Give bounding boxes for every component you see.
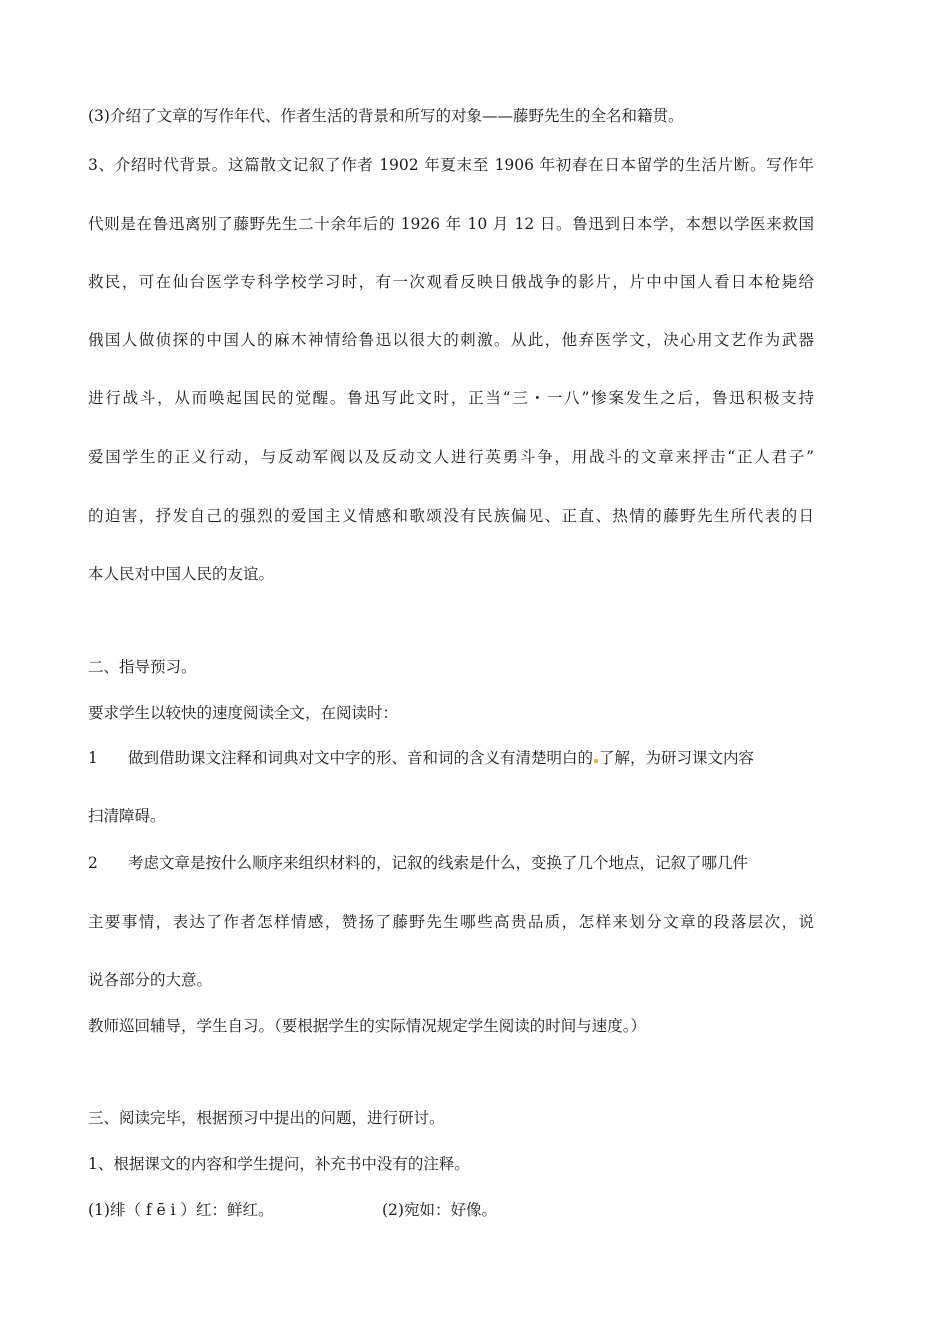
list-item-2-continued: 主要事情，表达了作者怎样情感，赞扬了藤野先生哪些高贵品质，怎样来划分文章的段落层次，说	[88, 913, 814, 931]
annotation-1: (1)绯（ f ē i ）红：鲜红。	[88, 1201, 274, 1219]
paragraph-background-line: 救民，可在仙台医学专科学校学习时，有一次观看反映日俄战争的影片，片中中国人看日本枪毙给	[88, 273, 814, 291]
section-item: 1、根据课文的内容和学生提问，补充书中没有的注释。	[88, 1155, 470, 1173]
paragraph-background-line: 3、介绍时代背景。这篇散文记叙了作者 1902 年夏末至 1906 年初春在日本留学的生活片断。写作年	[88, 156, 814, 174]
list-text: 考虑文章是按什么顺序来组织材料的，记叙的线索是什么，变换了几个地点，记叙了哪几件	[128, 854, 749, 872]
list-item-1-continued: 扫清障碍。	[88, 807, 166, 825]
section-heading: 三、阅读完毕，根据预习中提出的问题，进行研讨。	[88, 1109, 445, 1127]
teacher-note: 教师巡回辅导，学生自习。（要根据学生的实际情况规定学生阅读的时间与速度。）	[88, 1017, 647, 1035]
paragraph-background-line: 俄国人做侦探的中国人的麻木神情给鲁迅以很大的刺激。从此，他弃医学文，决心用文艺作为武器	[88, 331, 814, 349]
list-text: 了解，为研习课文内容	[599, 749, 755, 767]
paragraph-p1: (3)介绍了文章的写作年代、作者生活的背景和所写的对象——藤野先生的全名和籍贯。	[88, 107, 684, 125]
paragraph-background-line: 进行战斗，从而唤起国民的觉醒。鲁迅写此文时，正当“三・一八”惨案发生之后，鲁迅积极支持	[88, 389, 814, 407]
paragraph-background-line: 代则是在鲁迅离别了藤野先生二十余年后的 1926 年 10 月 12 日。鲁迅到日本学，本想以学医来救国	[88, 215, 814, 233]
paragraph-background-line: 爱国学生的正义行动，与反动军阀以及反动文人进行英勇斗争，用战斗的文章来抨击“正人君子”	[88, 448, 814, 466]
paragraph-background-line: 本人民对中国人民的友谊。	[88, 565, 275, 583]
section-intro: 要求学生以较快的速度阅读全文，在阅读时：	[88, 704, 399, 722]
highlight-mark	[594, 759, 598, 763]
annotation-row	[88, 1200, 497, 1220]
list-item-2-continued: 说各部分的大意。	[88, 971, 213, 989]
list-number: 2	[88, 854, 98, 872]
list-text: 做到借助课文注释和词典对文中字的形、音和词的含义有清楚明白的	[128, 749, 594, 767]
list-number: 1	[88, 749, 98, 767]
section-heading: 二、指导预习。	[88, 658, 197, 676]
paragraph-background-line: 的迫害，抒发自己的强烈的爱国主义情感和歌颂没有民族偏见、正直、热情的藤野先生所代表的日	[88, 507, 814, 525]
annotation-2: (2)宛如：好像。	[382, 1201, 497, 1219]
list-item-1	[88, 748, 754, 768]
list-item-2	[88, 853, 748, 873]
